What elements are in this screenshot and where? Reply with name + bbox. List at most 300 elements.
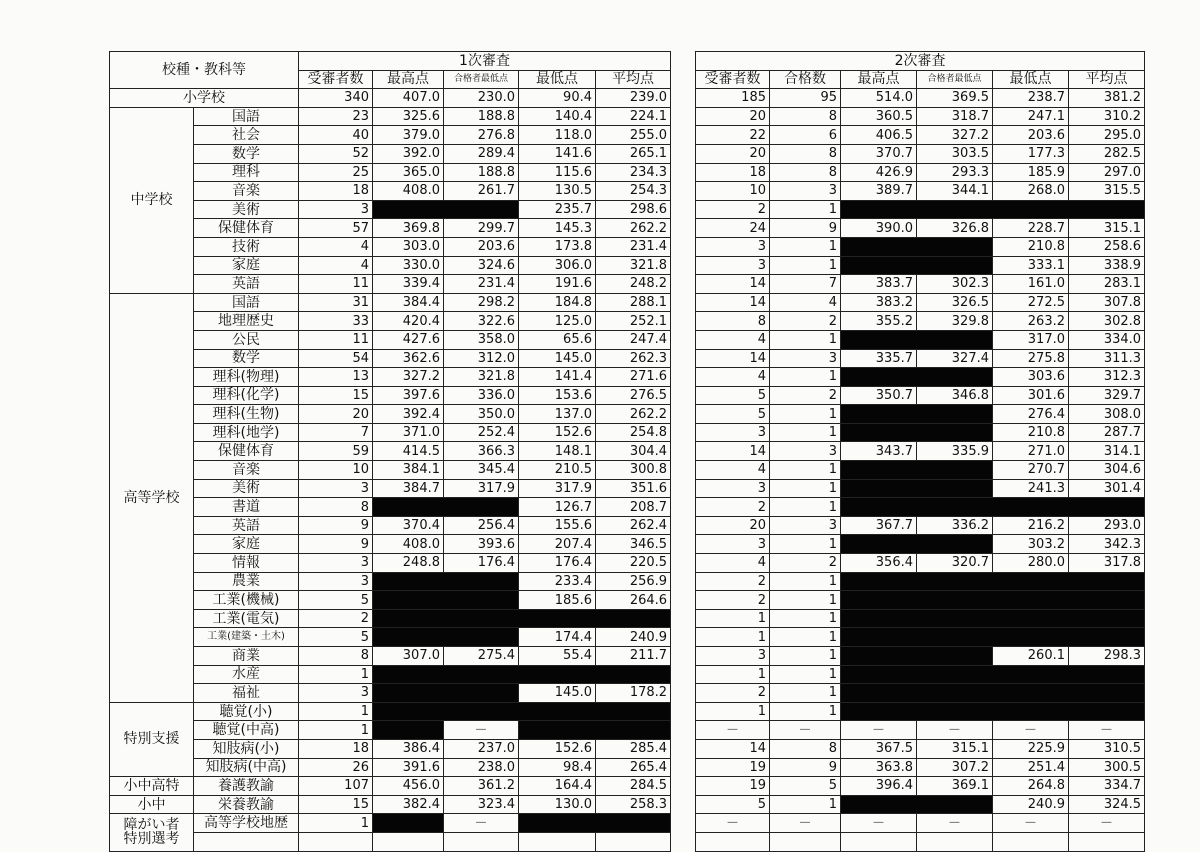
group-label: 特別支援 — [110, 702, 194, 776]
data-cell: 315.1 — [917, 739, 993, 758]
data-cell: 18 — [696, 163, 770, 182]
data-cell: 300.5 — [1069, 758, 1145, 777]
row-label: 養護教諭 — [194, 777, 299, 796]
first-exam-table — [109, 51, 671, 852]
data-cell: 1 — [770, 237, 841, 256]
row-label: 技術 — [194, 237, 299, 256]
data-cell: 262.3 — [596, 349, 671, 368]
data-cell: 24 — [696, 219, 770, 238]
data-cell: 408.0 — [373, 182, 444, 201]
data-cell: 115.6 — [519, 163, 596, 182]
row-label: 家庭 — [194, 535, 299, 554]
data-cell: 312.0 — [444, 349, 519, 368]
table-row — [696, 739, 1145, 758]
data-cell: 1 — [770, 628, 841, 647]
data-cell: 1 — [770, 591, 841, 610]
redacted-cell — [841, 256, 993, 275]
data-cell: 280.0 — [993, 554, 1069, 573]
column-header: 受審者数 — [299, 70, 373, 89]
table-row — [696, 423, 1145, 442]
data-cell: 262.2 — [596, 405, 671, 424]
data-cell: 1 — [770, 647, 841, 666]
data-cell: 340 — [299, 89, 373, 108]
data-cell: 152.6 — [519, 423, 596, 442]
data-cell: 391.6 — [373, 758, 444, 777]
data-cell: 308.0 — [1069, 405, 1145, 424]
data-cell: 414.5 — [373, 442, 444, 461]
data-cell: 3 — [770, 182, 841, 201]
data-cell: 334.7 — [1069, 777, 1145, 796]
column-header: 最高点 — [373, 70, 444, 89]
empty-cell — [519, 832, 596, 851]
data-cell: 333.1 — [993, 256, 1069, 275]
data-cell: 351.6 — [596, 479, 671, 498]
data-cell: 297.0 — [1069, 163, 1145, 182]
data-cell: 336.2 — [917, 516, 993, 535]
data-cell: 363.8 — [841, 758, 917, 777]
data-cell: 2 — [770, 312, 841, 331]
data-cell: 231.4 — [596, 237, 671, 256]
data-cell: 307.8 — [1069, 293, 1145, 312]
row-label: 家庭 — [194, 256, 299, 275]
data-cell: 303.6 — [993, 368, 1069, 387]
table-row — [696, 795, 1145, 814]
data-cell: 14 — [696, 293, 770, 312]
data-cell: 233.4 — [519, 572, 596, 591]
first-exam-header: 1次審査 — [299, 52, 671, 71]
row-label: 音楽 — [194, 461, 299, 480]
data-cell: 59 — [299, 442, 373, 461]
data-cell: 23 — [299, 107, 373, 126]
empty-cell — [596, 832, 671, 851]
data-cell: 298.2 — [444, 293, 519, 312]
table-row — [110, 386, 671, 405]
data-cell: 10 — [696, 182, 770, 201]
table-row — [696, 591, 1145, 610]
table-row — [110, 739, 671, 758]
redacted-cell — [841, 368, 993, 387]
row-label: 美術 — [194, 200, 299, 219]
data-cell: 3 — [299, 572, 373, 591]
table-row — [696, 609, 1145, 628]
table-row — [110, 461, 671, 480]
data-cell: 2 — [770, 554, 841, 573]
table-row — [110, 777, 671, 796]
data-cell: 5 — [696, 386, 770, 405]
column-header: 合格者最低点 — [444, 70, 519, 89]
data-cell: 289.4 — [444, 144, 519, 163]
column-header: 最高点 — [841, 70, 917, 89]
data-cell: 239.0 — [596, 89, 671, 108]
data-cell: 358.0 — [444, 330, 519, 349]
data-cell: 303.0 — [373, 237, 444, 256]
data-cell: 22 — [696, 126, 770, 145]
data-cell: 137.0 — [519, 405, 596, 424]
group-label: 小中 — [110, 795, 194, 814]
data-cell: 329.8 — [917, 312, 993, 331]
table-row — [696, 442, 1145, 461]
data-cell: 4 — [696, 330, 770, 349]
data-cell: 317.8 — [1069, 554, 1145, 573]
data-cell: 276.4 — [993, 405, 1069, 424]
data-cell: 275.4 — [444, 647, 519, 666]
data-cell: 252.1 — [596, 312, 671, 331]
data-cell: 1 — [770, 423, 841, 442]
data-cell: 342.3 — [1069, 535, 1145, 554]
data-cell: 1 — [299, 665, 373, 684]
table-row — [110, 591, 671, 610]
data-cell: 381.2 — [1069, 89, 1145, 108]
data-cell: 407.0 — [373, 89, 444, 108]
data-cell: 228.7 — [993, 219, 1069, 238]
data-cell: 1 — [770, 330, 841, 349]
row-label: 情報 — [194, 554, 299, 573]
table-row — [110, 572, 671, 591]
data-cell: 382.4 — [373, 795, 444, 814]
data-cell: 19 — [696, 758, 770, 777]
data-cell: 210.5 — [519, 461, 596, 480]
table-row — [696, 832, 1145, 851]
data-cell: 145.0 — [519, 684, 596, 703]
data-cell: 284.5 — [596, 777, 671, 796]
data-cell: 141.4 — [519, 368, 596, 387]
data-cell: 346.8 — [917, 386, 993, 405]
table-row — [696, 647, 1145, 666]
row-label: 水産 — [194, 665, 299, 684]
table-row — [110, 312, 671, 331]
data-cell: 303.2 — [993, 535, 1069, 554]
empty-cell — [841, 832, 917, 851]
data-cell: 247.1 — [993, 107, 1069, 126]
data-cell: 271.0 — [993, 442, 1069, 461]
data-cell: 1 — [299, 721, 373, 740]
data-cell: 40 — [299, 126, 373, 145]
data-cell: 369.5 — [917, 89, 993, 108]
data-cell: 456.0 — [373, 777, 444, 796]
data-cell: 322.6 — [444, 312, 519, 331]
table-row — [696, 163, 1145, 182]
data-cell: 210.8 — [993, 423, 1069, 442]
row-label: 社会 — [194, 126, 299, 145]
table-row — [696, 107, 1145, 126]
redacted-cell — [841, 628, 1145, 647]
data-cell: 130.5 — [519, 182, 596, 201]
table-row — [110, 535, 671, 554]
data-cell: 283.1 — [1069, 275, 1145, 294]
data-cell: 118.0 — [519, 126, 596, 145]
data-cell: 302.8 — [1069, 312, 1145, 331]
table-row — [696, 777, 1145, 796]
table-row — [110, 628, 671, 647]
empty-cell — [917, 832, 993, 851]
redacted-cell — [841, 461, 993, 480]
table-row — [696, 237, 1145, 256]
data-cell: 339.4 — [373, 275, 444, 294]
data-cell: 185 — [696, 89, 770, 108]
data-cell: 260.1 — [993, 647, 1069, 666]
data-cell: 262.2 — [596, 219, 671, 238]
data-cell: － — [993, 814, 1069, 833]
data-cell: 1 — [696, 628, 770, 647]
data-cell: 2 — [696, 572, 770, 591]
data-cell: 3 — [696, 535, 770, 554]
data-cell: 14 — [696, 275, 770, 294]
table-row — [696, 182, 1145, 201]
data-cell: 4 — [299, 256, 373, 275]
data-cell: 6 — [770, 126, 841, 145]
data-cell: 248.2 — [596, 275, 671, 294]
group-label: 小中高特 — [110, 777, 194, 796]
group-label-line: 特別選考 — [123, 831, 180, 848]
row-label: 保健体育 — [194, 442, 299, 461]
data-cell: 1 — [770, 665, 841, 684]
group-label: 中学校 — [110, 107, 194, 293]
row-label: 美術 — [194, 479, 299, 498]
table-row — [696, 312, 1145, 331]
data-cell: 261.7 — [444, 182, 519, 201]
data-cell: 3 — [696, 237, 770, 256]
data-cell: 1 — [770, 684, 841, 703]
data-cell: 3 — [770, 442, 841, 461]
table-row — [110, 442, 671, 461]
data-cell: 224.1 — [596, 107, 671, 126]
redacted-cell — [841, 237, 993, 256]
data-cell: 241.3 — [993, 479, 1069, 498]
data-cell: 1 — [696, 702, 770, 721]
row-label: 地理歴史 — [194, 312, 299, 331]
data-cell: 275.8 — [993, 349, 1069, 368]
data-cell: 325.6 — [373, 107, 444, 126]
data-cell: 251.4 — [993, 758, 1069, 777]
data-cell: 9 — [299, 535, 373, 554]
table-row — [110, 609, 671, 628]
data-cell: 1 — [770, 498, 841, 517]
data-cell: 5 — [696, 405, 770, 424]
data-cell: 8 — [770, 144, 841, 163]
redacted-cell — [841, 479, 993, 498]
data-cell: 1 — [696, 665, 770, 684]
category-header: 校種・教科等 — [110, 52, 299, 89]
table-row — [696, 479, 1145, 498]
data-cell: 130.0 — [519, 795, 596, 814]
column-header: 平均点 — [1069, 70, 1145, 89]
data-cell: － — [841, 814, 917, 833]
data-cell: 393.6 — [444, 535, 519, 554]
data-cell: 321.8 — [444, 368, 519, 387]
data-cell: 344.1 — [917, 182, 993, 201]
table-row — [696, 814, 1145, 833]
data-cell: 263.2 — [993, 312, 1069, 331]
data-cell: 327.2 — [917, 126, 993, 145]
data-cell: 306.0 — [519, 256, 596, 275]
table-row — [696, 554, 1145, 573]
table-row — [110, 795, 671, 814]
data-cell: － — [917, 721, 993, 740]
data-cell: 184.8 — [519, 293, 596, 312]
table-row — [696, 721, 1145, 740]
redacted-cell — [841, 795, 993, 814]
table-row — [110, 107, 671, 126]
data-cell: 19 — [696, 777, 770, 796]
data-cell: 153.6 — [519, 386, 596, 405]
data-cell: 57 — [299, 219, 373, 238]
empty-cell — [993, 832, 1069, 851]
redacted-cell — [373, 498, 519, 517]
data-cell: 3 — [299, 684, 373, 703]
data-cell: 276.5 — [596, 386, 671, 405]
data-cell: 8 — [299, 498, 373, 517]
data-cell: 55.4 — [519, 647, 596, 666]
redacted-cell — [373, 609, 671, 628]
data-cell: 295.0 — [1069, 126, 1145, 145]
table-row — [696, 200, 1145, 219]
data-cell: 225.9 — [993, 739, 1069, 758]
data-cell: 327.4 — [917, 349, 993, 368]
data-cell: 2 — [696, 684, 770, 703]
table-row — [696, 516, 1145, 535]
row-label: 商業 — [194, 647, 299, 666]
row-label: 公民 — [194, 330, 299, 349]
data-cell: 334.0 — [1069, 330, 1145, 349]
data-cell: 14 — [696, 442, 770, 461]
table-row — [110, 405, 671, 424]
data-cell: 427.6 — [373, 330, 444, 349]
empty-cell — [696, 832, 770, 851]
data-cell: 262.4 — [596, 516, 671, 535]
data-cell: 386.4 — [373, 739, 444, 758]
data-cell: 298.3 — [1069, 647, 1145, 666]
table-row — [110, 684, 671, 703]
data-cell: 362.6 — [373, 349, 444, 368]
data-cell: 18 — [299, 739, 373, 758]
data-cell: － — [770, 721, 841, 740]
data-cell: 392.0 — [373, 144, 444, 163]
table-row — [110, 368, 671, 387]
table-row — [696, 144, 1145, 163]
row-label: 工業(機械) — [194, 591, 299, 610]
data-cell: 293.3 — [917, 163, 993, 182]
row-label: 数学 — [194, 349, 299, 368]
data-cell: 307.2 — [917, 758, 993, 777]
data-cell: 5 — [770, 777, 841, 796]
data-cell: 314.1 — [1069, 442, 1145, 461]
redacted-cell — [841, 609, 1145, 628]
table-row — [110, 200, 671, 219]
data-cell: 31 — [299, 293, 373, 312]
data-cell: 5 — [299, 591, 373, 610]
table-row — [110, 721, 671, 740]
data-cell: 293.0 — [1069, 516, 1145, 535]
data-cell: 231.4 — [444, 275, 519, 294]
data-cell: 2 — [696, 200, 770, 219]
data-cell: － — [993, 721, 1069, 740]
row-label: 栄養教諭 — [194, 795, 299, 814]
data-cell: 3 — [770, 349, 841, 368]
data-cell: 272.5 — [993, 293, 1069, 312]
data-cell: 8 — [770, 107, 841, 126]
data-cell: 2 — [299, 609, 373, 628]
data-cell: 26 — [299, 758, 373, 777]
data-cell: 238.0 — [444, 758, 519, 777]
data-cell: 369.8 — [373, 219, 444, 238]
row-label: 聴覚(中高) — [194, 721, 299, 740]
data-cell: 20 — [696, 516, 770, 535]
data-cell: 1 — [299, 814, 373, 833]
table-row — [110, 237, 671, 256]
data-cell: 207.4 — [519, 535, 596, 554]
table-row — [696, 386, 1145, 405]
row-label: 数学 — [194, 144, 299, 163]
column-header: 合格者最低点 — [917, 70, 993, 89]
data-cell: 2 — [770, 386, 841, 405]
data-cell: － — [917, 814, 993, 833]
data-cell: 1 — [770, 368, 841, 387]
data-cell: 4 — [696, 461, 770, 480]
data-cell: 301.4 — [1069, 479, 1145, 498]
data-cell: 177.3 — [993, 144, 1069, 163]
redacted-cell — [841, 647, 993, 666]
data-cell: 285.4 — [596, 739, 671, 758]
data-cell: 317.0 — [993, 330, 1069, 349]
data-cell: 3 — [696, 256, 770, 275]
data-cell: 383.2 — [841, 293, 917, 312]
data-cell: 1 — [770, 256, 841, 275]
data-cell: 367.7 — [841, 516, 917, 535]
data-cell: 258.6 — [1069, 237, 1145, 256]
data-cell: 338.9 — [1069, 256, 1145, 275]
column-header: 合格数 — [770, 70, 841, 89]
data-cell: 20 — [696, 107, 770, 126]
table-row — [110, 182, 671, 201]
data-cell: 191.6 — [519, 275, 596, 294]
redacted-cell — [373, 200, 519, 219]
data-cell: 216.2 — [993, 516, 1069, 535]
data-cell: 98.4 — [519, 758, 596, 777]
data-cell: 355.2 — [841, 312, 917, 331]
data-cell: 383.7 — [841, 275, 917, 294]
table-row — [696, 572, 1145, 591]
data-cell: 7 — [299, 423, 373, 442]
data-cell: 312.3 — [1069, 368, 1145, 387]
data-cell: 54 — [299, 349, 373, 368]
table-row — [696, 256, 1145, 275]
redacted-cell — [841, 330, 993, 349]
data-cell: 265.1 — [596, 144, 671, 163]
data-cell: 203.6 — [444, 237, 519, 256]
row-label: 理科 — [194, 163, 299, 182]
redacted-cell — [841, 498, 1145, 517]
row-label: 農業 — [194, 572, 299, 591]
data-cell: 1 — [770, 702, 841, 721]
table-row — [110, 758, 671, 777]
table-row — [696, 461, 1145, 480]
data-cell: 145.3 — [519, 219, 596, 238]
data-cell: 270.7 — [993, 461, 1069, 480]
data-cell: － — [841, 721, 917, 740]
data-cell: 247.4 — [596, 330, 671, 349]
redacted-cell — [841, 684, 1145, 703]
data-cell: 1 — [770, 200, 841, 219]
data-cell: 350.7 — [841, 386, 917, 405]
data-cell: 282.5 — [1069, 144, 1145, 163]
data-cell: 107 — [299, 777, 373, 796]
data-cell: 230.0 — [444, 89, 519, 108]
data-cell: 18 — [299, 182, 373, 201]
data-cell: 126.7 — [519, 498, 596, 517]
data-cell: 310.2 — [1069, 107, 1145, 126]
row-label: 聴覚(小) — [194, 702, 299, 721]
data-cell: 141.6 — [519, 144, 596, 163]
